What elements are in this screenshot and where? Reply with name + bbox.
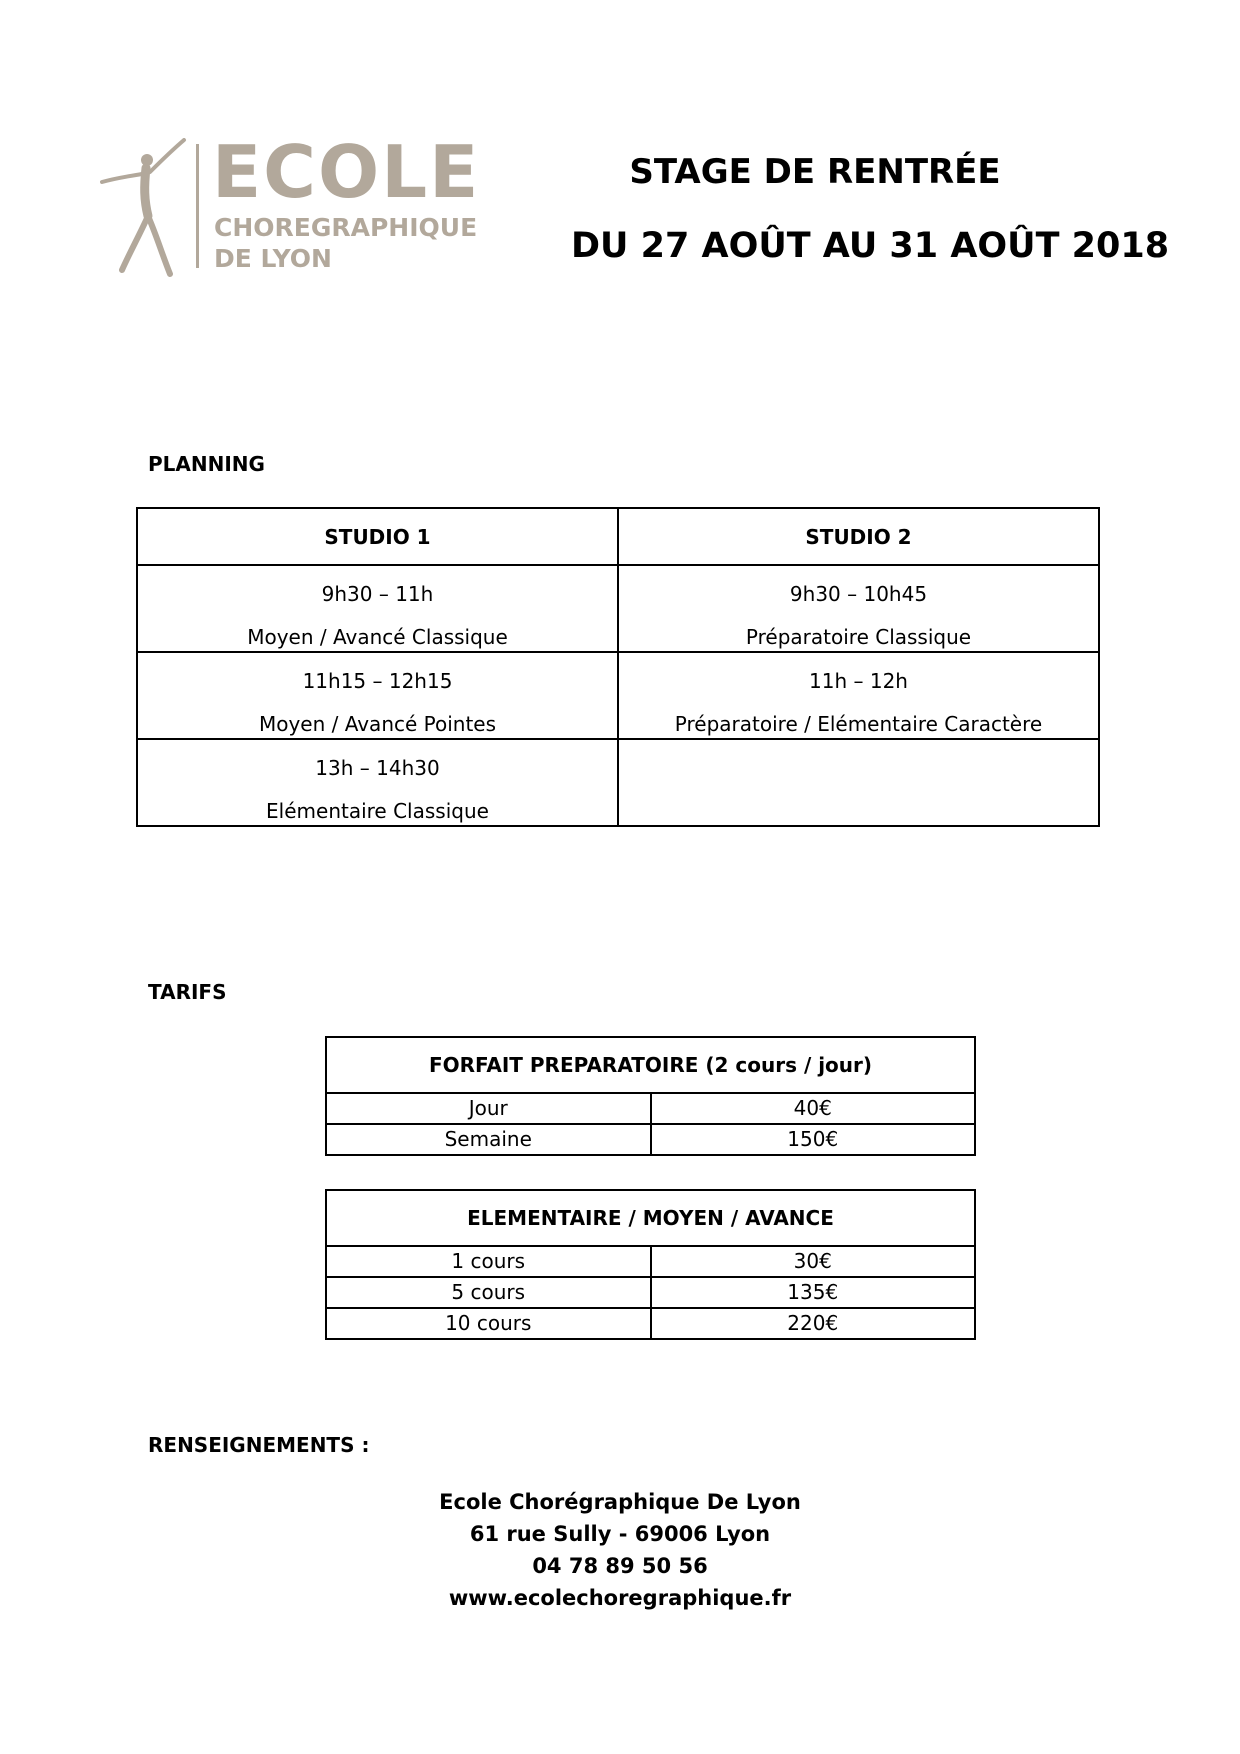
schedule-cell xyxy=(137,565,618,652)
dancer-logo-icon xyxy=(100,138,192,278)
planning-table xyxy=(136,507,1100,827)
planning-label: PLANNING xyxy=(148,452,265,476)
slot-time: 9h30 – 10h45 xyxy=(789,582,928,606)
schedule-cell xyxy=(618,565,1099,652)
slot-course: Moyen / Avancé Classique xyxy=(247,625,508,649)
contact-address: 61 rue Sully - 69006 Lyon xyxy=(469,1522,771,1546)
tarif-option: Semaine xyxy=(326,1124,651,1155)
tarif-table-title: ELEMENTAIRE / MOYEN / AVANCE xyxy=(326,1190,975,1246)
tarif-option: 10 cours xyxy=(326,1308,651,1339)
tarif-option: Jour xyxy=(326,1093,651,1124)
logo-divider xyxy=(196,144,199,268)
slot-time: 13h – 14h30 xyxy=(315,756,440,780)
school-logo xyxy=(100,130,490,278)
logo-word-de-lyon: DE LYON xyxy=(214,244,332,273)
tarif-price: 220€ xyxy=(651,1308,976,1339)
slot-course: Moyen / Avancé Pointes xyxy=(258,712,497,736)
tarif-table-elementaire xyxy=(325,1189,976,1340)
tarif-price: 150€ xyxy=(651,1124,976,1155)
schedule-cell xyxy=(137,652,618,739)
slot-time: 9h30 – 11h xyxy=(321,582,434,606)
contact-label: RENSEIGNEMENTS : xyxy=(148,1433,370,1457)
tarifs-label: TARIFS xyxy=(148,980,227,1004)
slot-course: Préparatoire / Elémentaire Caractère xyxy=(674,712,1043,736)
tarif-option: 5 cours xyxy=(326,1277,651,1308)
tarif-table-preparatoire xyxy=(325,1036,976,1156)
table-header-row xyxy=(137,508,1099,565)
table-row xyxy=(326,1124,975,1155)
tarif-table-title: FORFAIT PREPARATOIRE (2 cours / jour) xyxy=(326,1037,975,1093)
tarif-price: 30€ xyxy=(651,1246,976,1277)
slot-course: Elémentaire Classique xyxy=(266,799,489,823)
contact-name: Ecole Chorégraphique De Lyon xyxy=(439,1490,801,1514)
table-row xyxy=(326,1277,975,1308)
contact-website[interactable]: www.ecolechoregraphique.fr xyxy=(448,1586,792,1610)
table-row xyxy=(137,565,1099,652)
slot-course: Préparatoire Classique xyxy=(745,625,972,649)
schedule-cell xyxy=(618,652,1099,739)
column-header-studio-2: STUDIO 2 xyxy=(618,508,1099,565)
contact-block xyxy=(400,1486,840,1614)
table-row xyxy=(137,739,1099,826)
event-dates: DU 27 AOÛT AU 31 AOÛT 2018 xyxy=(570,226,1170,266)
tarif-price: 135€ xyxy=(651,1277,976,1308)
table-row xyxy=(326,1093,975,1124)
slot-time: 11h15 – 12h15 xyxy=(302,669,453,693)
schedule-cell-empty xyxy=(618,739,1099,826)
schedule-cell xyxy=(137,739,618,826)
table-row xyxy=(326,1246,975,1277)
event-title: STAGE DE RENTRÉE xyxy=(629,152,1001,192)
slot-time: 11h – 12h xyxy=(809,669,908,693)
logo-word-ecole: ECOLE xyxy=(212,130,481,214)
tarif-option: 1 cours xyxy=(326,1246,651,1277)
column-header-studio-1: STUDIO 1 xyxy=(137,508,618,565)
logo-word-choregraphique: CHOREGRAPHIQUE xyxy=(214,213,478,242)
tarif-price: 40€ xyxy=(651,1093,976,1124)
contact-phone: 04 78 89 50 56 xyxy=(532,1554,708,1578)
table-row xyxy=(137,652,1099,739)
table-row xyxy=(326,1308,975,1339)
